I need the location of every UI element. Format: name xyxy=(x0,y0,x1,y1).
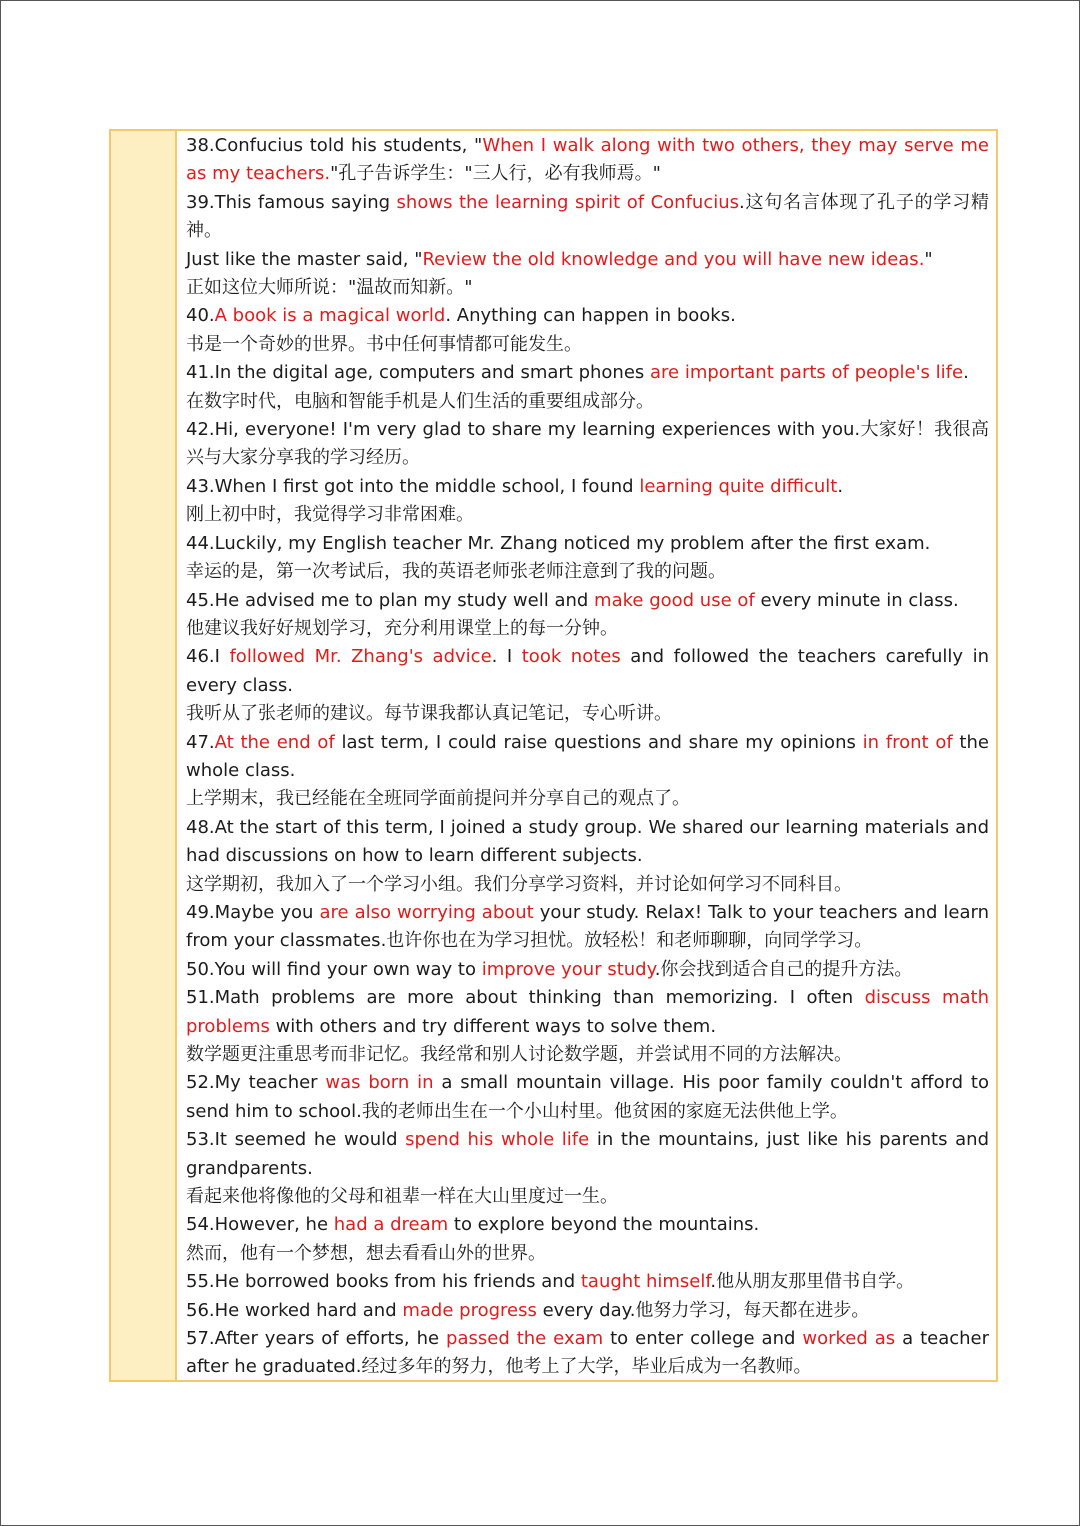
sentence-l38 xyxy=(186,132,989,189)
sentence-l55 xyxy=(186,1268,989,1296)
sentence-text: the whole class. xyxy=(186,731,989,781)
sentence-text: last term, I could raise questions and share my opinions xyxy=(334,731,863,753)
sentence-text: 正如这位大师所说："温故而知新。" xyxy=(186,277,473,299)
sentence-text: to enter college and xyxy=(603,1328,803,1350)
sentence-l46 xyxy=(186,643,989,700)
sentence-text: every minute in class. xyxy=(754,589,959,611)
sentence-text: your study. Relax! Talk to your teachers and learn from your classmates.也许你也在为学习担忧。放轻松！和老师聊聊，向同学学习。 xyxy=(186,901,990,952)
sentence-text: 48.At the start of this term, I joined a study group. We shared our learning materials and had discussions on how to learn different subjects. xyxy=(186,816,989,867)
sentence-text: 40. xyxy=(186,305,215,327)
sentence-l45b xyxy=(186,615,989,643)
sentence-l39 xyxy=(186,189,989,246)
sentence-text: Just like the master said, " xyxy=(186,248,423,270)
sentence-text: 51.Math problems are more about thinking than memorizing. I often xyxy=(186,987,865,1009)
sentence-text: 49.Maybe you xyxy=(186,901,320,923)
highlighted-phrase: are also worrying about xyxy=(319,901,534,923)
sentence-text: 56.He worked hard and xyxy=(186,1299,403,1321)
sentence-l39b xyxy=(186,246,989,274)
highlighted-phrase: When I walk along with two others, they may serve me as my teachers. xyxy=(186,135,990,185)
sentence-l44b xyxy=(186,558,989,586)
sentence-text: to explore beyond the mountains. xyxy=(448,1214,760,1236)
sentence-l56 xyxy=(186,1297,989,1325)
sentence-text: 46.I xyxy=(186,646,230,668)
highlighted-phrase: improve your study xyxy=(481,958,655,980)
sentence-text: "孔子告诉学生："三人行，必有我师焉。" xyxy=(330,163,661,185)
sentence-text: 刚上初中时，我觉得学习非常困难。 xyxy=(186,504,474,526)
sentence-text: 38.Confucius told his students, " xyxy=(186,135,483,156)
sentence-text: 53.It seemed he would xyxy=(186,1129,406,1151)
sentence-text: 50.You will find your own way to xyxy=(186,958,482,980)
sentence-text: 在数字时代，电脑和智能手机是人们生活的重要组成部分。 xyxy=(186,390,654,412)
sentence-l40 xyxy=(186,302,989,330)
sentence-text: 42.Hi, everyone! I'm very glad to share my learning experiences with you.大家好！我很高兴与大家分享我的学习经历。 xyxy=(186,419,989,469)
sentence-text: 幸运的是，第一次考试后，我的英语老师张老师注意到了我的问题。 xyxy=(186,561,726,583)
highlighted-phrase: At the end of xyxy=(214,731,335,753)
highlighted-phrase: had a dream xyxy=(333,1214,449,1236)
sentence-text: .你会找到适合自己的提升方法。 xyxy=(654,958,913,980)
sentence-text: and followed the teachers carefully in every class. xyxy=(186,646,989,696)
highlighted-phrase: worked as xyxy=(802,1328,896,1350)
sentence-text: . Anything can happen in books. xyxy=(445,305,736,327)
sentence-l47b xyxy=(186,785,989,813)
sentence-text: . I xyxy=(491,646,522,668)
sentence-l53 xyxy=(186,1126,989,1183)
sentence-l52 xyxy=(186,1069,989,1126)
highlighted-phrase: discuss math problems xyxy=(186,987,989,1037)
highlighted-phrase: shows the learning spirit of Confucius xyxy=(396,191,740,213)
sentence-text: .他从朋友那里借书自学。 xyxy=(710,1271,915,1293)
sentence-l41b xyxy=(186,388,989,416)
highlighted-phrase: A book is a magical world xyxy=(214,305,446,327)
sentence-text: 他建议我好好规划学习，充分利用课堂上的每一分钟。 xyxy=(186,617,618,639)
highlighted-phrase: spend his whole life xyxy=(405,1129,590,1151)
sentence-l47 xyxy=(186,729,989,786)
sentence-text: 47. xyxy=(186,731,215,753)
sentence-text: 44.Luckily, my English teacher Mr. Zhang noticed my problem after the first exam. xyxy=(186,532,931,554)
sentence-l39c xyxy=(186,274,989,302)
highlighted-phrase: passed the exam xyxy=(446,1328,604,1350)
sentence-l57 xyxy=(186,1325,989,1382)
sentence-text: 54.However, he xyxy=(186,1214,334,1236)
sentence-text: 41.In the digital age, computers and smart phones xyxy=(186,362,651,384)
sentence-text: 45.He advised me to plan my study well and xyxy=(186,589,595,611)
sentence-text: 数学题更注重思考而非记忆。我经常和别人讨论数学题，并尝试用不同的方法解决。 xyxy=(186,1044,852,1065)
highlighted-phrase: was born in xyxy=(325,1072,434,1094)
sentence-text: 然而，他有一个梦想，想去看看山外的世界。 xyxy=(186,1242,546,1264)
sentence-l53b xyxy=(186,1183,989,1211)
sentence-text: a teacher after he graduated.经过多年的努力，他考上了大学，毕业后成为一名教师。 xyxy=(186,1328,990,1378)
sentence-list xyxy=(177,131,996,1380)
table-side-column xyxy=(111,131,177,1380)
sentence-l41 xyxy=(186,359,989,387)
sentence-text: with others and try different ways to solve them. xyxy=(269,1015,717,1037)
sentence-text: . xyxy=(837,475,844,497)
sentence-l43b xyxy=(186,501,989,529)
sentence-text: 上学期末，我已经能在全班同学面前提问并分享自己的观点了。 xyxy=(186,788,690,810)
sentence-text: 39.This famous saying xyxy=(186,191,397,213)
sentence-text: " xyxy=(924,248,933,270)
highlighted-phrase: in front of xyxy=(862,731,953,753)
sentence-l54 xyxy=(186,1211,989,1239)
highlighted-phrase: took notes xyxy=(521,646,621,668)
sentence-l50 xyxy=(186,956,989,984)
sentence-l43 xyxy=(186,473,989,501)
sentence-text: 书是一个奇妙的世界。书中任何事情都可能发生。 xyxy=(186,333,582,355)
sentence-text: 55.He borrowed books from his friends and xyxy=(186,1271,581,1293)
sentence-text: 看起来他将像他的父母和祖辈一样在大山里度过一生。 xyxy=(186,1186,618,1208)
highlighted-phrase: are important parts of people's life xyxy=(650,362,964,384)
sentence-text: .这句名言体现了孔子的学习精神。 xyxy=(186,191,989,242)
sentence-l44 xyxy=(186,530,989,558)
sentence-l51 xyxy=(186,984,989,1041)
sentence-text: a small mountain village. His poor family couldn't afford to send him to school.我的老师出生在一个小山村里。他贫困的家庭无法供他上学。 xyxy=(186,1072,989,1122)
sentence-l51b xyxy=(186,1041,989,1069)
highlighted-phrase: make good use of xyxy=(594,589,755,611)
sentence-text: in the mountains, just like his parents and grandparents. xyxy=(186,1129,990,1179)
sentence-l42 xyxy=(186,416,989,473)
vocabulary-table xyxy=(109,129,998,1382)
sentence-l48b xyxy=(186,871,989,899)
sentence-l46b xyxy=(186,700,989,728)
sentence-text: every day.他努力学习，每天都在进步。 xyxy=(536,1299,870,1321)
sentence-text: 我听从了张老师的建议。每节课我都认真记笔记，专心听讲。 xyxy=(186,703,672,725)
highlighted-phrase: followed Mr. Zhang's advice xyxy=(229,646,492,668)
sentence-text: 这学期初，我加入了一个学习小组。我们分享学习资料，并讨论如何学习不同科目。 xyxy=(186,873,852,895)
highlighted-phrase: learning quite difficult xyxy=(639,475,838,497)
sentence-l40b xyxy=(186,331,989,359)
sentence-text: . xyxy=(963,362,969,384)
highlighted-phrase: Review the old knowledge and you will have new ideas. xyxy=(422,248,925,270)
sentence-l49 xyxy=(186,899,989,956)
sentence-text: 52.My teacher xyxy=(186,1072,326,1094)
sentence-l45 xyxy=(186,587,989,615)
sentence-l48 xyxy=(186,814,989,871)
sentence-text: 43.When I first got into the middle school, I found xyxy=(186,475,640,497)
highlighted-phrase: taught himself xyxy=(580,1271,711,1293)
highlighted-phrase: made progress xyxy=(402,1299,537,1321)
sentence-text: 57.After years of efforts, he xyxy=(186,1328,447,1350)
sentence-l54b xyxy=(186,1240,989,1268)
